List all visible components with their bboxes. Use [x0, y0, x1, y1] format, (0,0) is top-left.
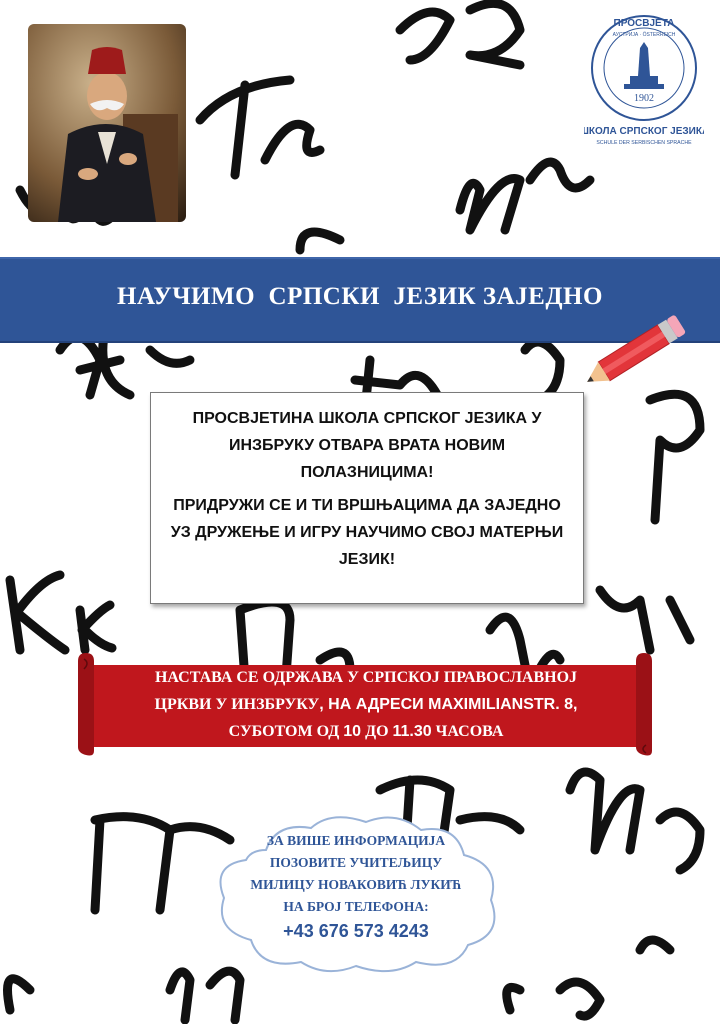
logo-top-text: ПРОСВЈЕТА: [613, 18, 675, 29]
school-logo: [584, 6, 704, 156]
logo-school-name-de: SCHULE DER SERBISCHEN SPRACHE: [596, 140, 692, 146]
announcement-paragraph-2: ПРИДРУЖИ СЕ И ТИ ВРШЊАЦИМА ДА ЗАЈЕДНО УЗ ДРУЖЕЊЕ И ИГРУ НАУЧИМО СВОЈ МАТЕРЊИ ЈЕЗИК!: [170, 497, 564, 568]
portrait-image: [28, 24, 186, 222]
schedule-hours: ЧАСОВА: [431, 723, 504, 740]
schedule-until: ДО: [361, 723, 393, 740]
announcement-box: [150, 392, 584, 604]
schedule-address: MAXIMILIANSTR. 8,: [428, 696, 578, 713]
contact-info: [216, 830, 496, 942]
contact-line-2: ПОЗОВИТЕ УЧИТЕЉИЦУ: [269, 855, 443, 870]
page-title: НАУЧИМО СРПСКИ ЈЕЗИК ЗАЈЕДНО: [117, 283, 603, 310]
schedule-end-time: 11.30: [392, 723, 432, 740]
logo-school-name: ШКОЛА СРПСКОГ ЈЕЗИКА: [584, 126, 704, 137]
phone-number[interactable]: +43 676 573 4243: [283, 921, 429, 941]
schedule-start-time: 10: [343, 723, 362, 740]
pencil-icon: [578, 310, 690, 400]
schedule-text: [86, 664, 646, 745]
contact-line-3: МИЛИЦУ НОВАКОВИЋ ЛУКИЋ: [250, 877, 462, 892]
logo-year: 1902: [634, 93, 654, 104]
schedule-line-2: [86, 691, 646, 718]
schedule-day: СУБОТОМ ОД: [228, 723, 344, 740]
schedule-line-1: НАСТАВА СЕ ОДРЖАВА У СРПСКОЈ ПРАВОСЛАВНОЈ: [154, 669, 578, 686]
contact-line-4: НА БРОЈ ТЕЛЕФОНА:: [283, 899, 429, 914]
contact-line-1: ЗА ВИШЕ ИНФОРМАЦИЈА: [266, 833, 446, 848]
logo-sub-text: АУСТРИЈА · ÖSTERREICH: [612, 32, 676, 38]
announcement-paragraph-1: ПРОСВЈЕТИНА ШКОЛА СРПСКОГ ЈЕЗИКА У ИНЗБРУКУ ОТВАРА ВРАТА НОВИМ ПОЛАЗНИЦИМА!: [192, 410, 542, 481]
schedule-address-prefix: , НА АДРЕСИ: [319, 696, 429, 713]
schedule-church: ЦРКВИ У ИНЗБРУКУ: [154, 696, 320, 713]
schedule-line-3: [86, 718, 646, 745]
